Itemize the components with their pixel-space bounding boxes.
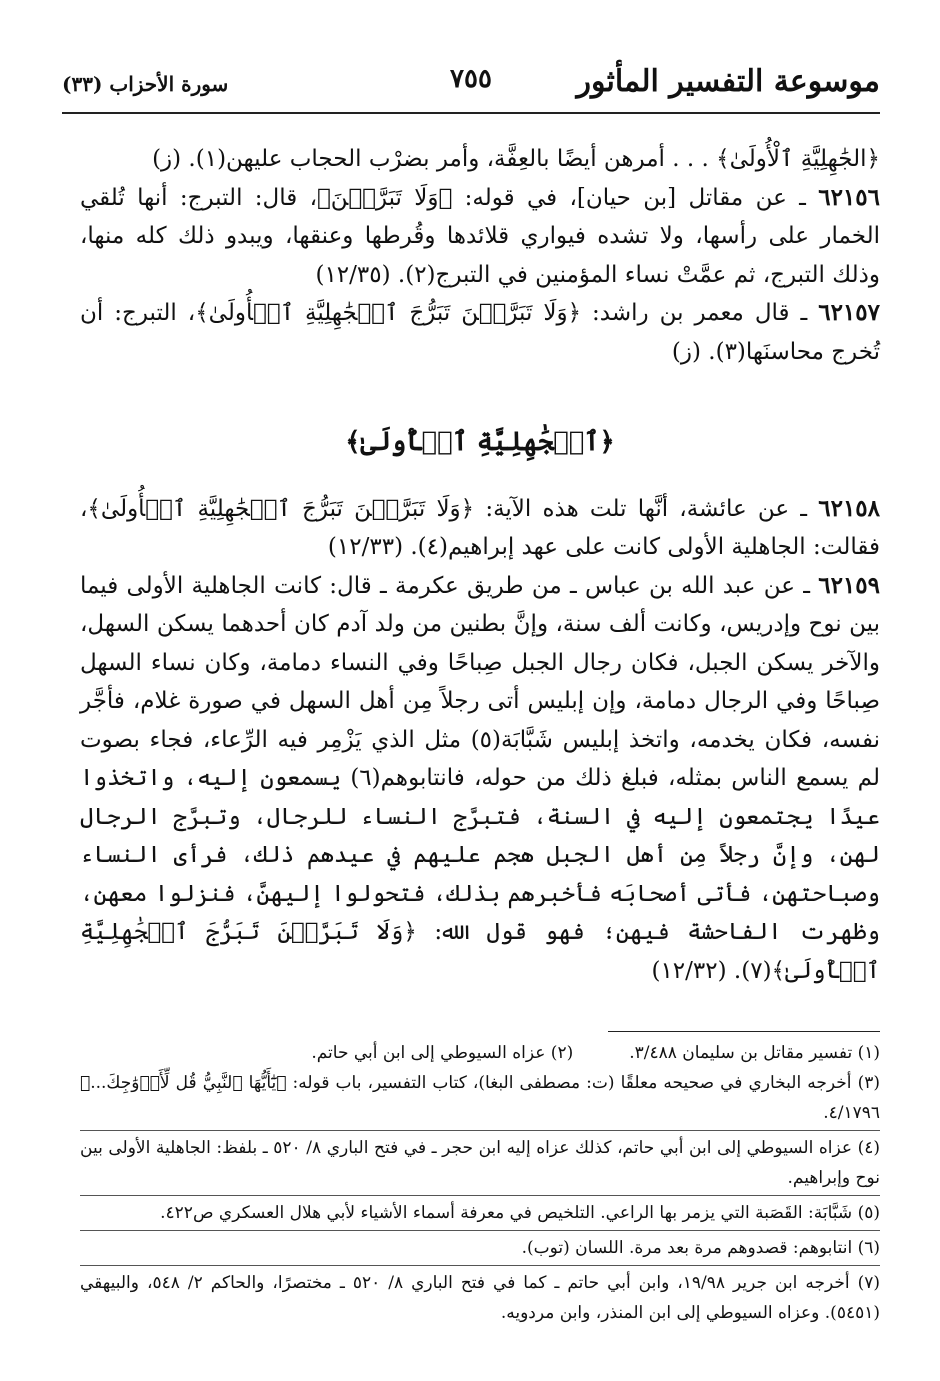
paragraph-text: ـ عن عائشة، أنَّها تلت هذه الآية: ﴿وَلَا تَبَرَّجۡنَ تَبَرُّجَ ٱلۡجَٰهِلِيَّةِ ٱلۡأُولَىٰ﴾، فقالت: الجاهلية الأولى كانت على عهد إبراهيم(٤). (١٢/٣٣) (80, 495, 880, 560)
footnote-2: (٢) عزاه السيوطي إلى ابن أبي حاتم. (311, 1043, 574, 1063)
hadith-number: ٦٢١٥٩ (818, 571, 880, 599)
section-heading: ﴿ٱلۡجَٰهِلِيَّةِ ٱلۡأُولَىٰ﴾ (345, 427, 615, 457)
footnote-separator (80, 1265, 880, 1266)
paragraph-text: ـ عن عبد الله بن عباس ـ من طريق عكرمة ـ قال: كانت الجاهلية الأولى فيما بين نوح وإدريس، وكانت ألف سنة، وإنَّ بطنين من ولد آدم كان أحدهما يسكن السهل، والآخر يسكن الجبل، فكان رجال الجبل صِباحًا وفي النساء دمامة، وكان نساء السهل صِباحًا وفي الرجال دمامة، وإن إبليس أتى رجلاً مِن أهل السهل في صورة غلام، فأجَّر نفسه، فكان يخدمه، واتخذ إبليس شَبَّابَة(٥) مثل الذي يَزْمِر فيه الرِّعاء، فجاء بصوت لم يسمع الناس بمثله، فبلغ ذلك من حوله، فانتابوهم(٦) يسمعون إليه، واتخذوا عيدًا يجتمعون إليه في السنة، فتبرَّج النساء للرجال، وتبرَّج الرجال لهن، وإنَّ رجلاً مِن أهل الجبل هجم عليهم في عيدهم ذلك، فرأى النساء وصباحتهن، فأتى أصحابَه فأخبرهم بذلك، فتحولوا إليهنَّ، فنزلوا معهن، وظهرت الفاحشة فيهن؛ فهو قول الله: ﴿وَلَا تَبَرَّجۡنَ تَبَرُّجَ ٱلۡجَٰهِلِيَّةِ ٱلۡأُولَىٰ﴾(٧). (١٢/٣٢) (80, 572, 881, 984)
footnote-3: (٣) أخرجه البخاري في صحيحه معلقًا (ت: مصطفى البغا)، كتاب التفسير، باب قوله: ﴿يَٰٓأَيُّهَا ٱلنَّبِيُّ قُل لِّأَزۡوَٰجِكَ...﴾ ٤/١٧٩٦. (80, 1073, 880, 1123)
footnote-row (80, 1038, 880, 1068)
footnote-5: (٥) شَبَّابَة: القَصَبة التي يزمر بها الراعي. التلخيص في معرفة أسماء الأشياء لأبي هلال العسكري ص٤٢٢. (160, 1203, 880, 1223)
page-header (62, 58, 880, 108)
footnotes (80, 1038, 880, 1328)
main-text (80, 140, 880, 990)
footnote-separator (80, 1195, 880, 1196)
hadith-number: ٦٢١٥٨ (818, 494, 881, 522)
hadith-number: ٦٢١٥٦ (818, 183, 880, 211)
paragraph-text: ـ عن مقاتل [بن حيان]، في قوله: ﴿وَلَا تَبَرَّجۡنَ﴾، قال: التبرج: أنها تُلقي الخمار على رأسها، ولا تشده فيواري قلائدها وقُرطها وعنقها، ويبدو ذلك كله منها، وذلك التبرج، ثم عمَّتْ نساء المؤمنين في التبرج(٢). (١٢/٣٥) (80, 184, 880, 288)
footnote-1: (١) تفسير مقاتل بن سليمان ٣/٤٨٨. (629, 1043, 880, 1063)
paragraph-continuation (80, 140, 880, 179)
book-title: موسوعة التفسير المأثور (576, 64, 880, 99)
paragraph-62158 (80, 490, 880, 567)
paragraph-62157 (80, 294, 880, 371)
footnote-4: (٤) عزاه السيوطي إلى ابن أبي حاتم، كذلك عزاه إليه ابن حجر ـ في فتح الباري ٨/ ٥٢٠ ـ بلفظ: الجاهلية الأولى بين نوح وإبراهيم. (80, 1138, 880, 1188)
paragraph-text: ﴿الجَٰهِلِيَّةِ ٱلْأُولَىٰ﴾ . . . أمرهن أيضًا بالعِفَّة، وأمر بضرْب الحجاب عليهن(١). (ز) (152, 146, 880, 172)
page-number: ٧٥٥ (450, 64, 492, 94)
hadith-number: ٦٢١٥٧ (818, 299, 880, 326)
surah-title: سورة الأحزاب (٣٣) (62, 72, 229, 96)
footnote-6: (٦) انتابوهم: قصدوهم مرة بعد مرة. اللسان (توب). (521, 1238, 880, 1258)
footnote-separator (80, 1130, 880, 1131)
header-rule (62, 112, 880, 114)
paragraph-62156 (80, 179, 880, 295)
paragraph-62159 (80, 567, 880, 991)
paragraph-text: ـ قال معمر بن راشد: ﴿وَلَا تَبَرَّجۡنَ تَبَرُّجَ ٱلۡجَٰهِلِيَّةِ ٱلۡأُولَىٰ﴾، التبرج: أن تُخرج محاسنَها(٣). (ز) (80, 300, 880, 365)
footnotes-divider (608, 1031, 880, 1032)
footnote-7: (٧) أخرجه ابن جرير ١٩/٩٨، وابن أبي حاتم ـ كما في فتح الباري ٨/ ٥٢٠ ـ مختصرًا، والحاكم ٢/ ٥٤٨، والبيهقي (٥٤٥١). وعزاه السيوطي إلى ابن المنذر، وابن مردويه. (80, 1273, 881, 1323)
footnote-separator (80, 1230, 880, 1231)
